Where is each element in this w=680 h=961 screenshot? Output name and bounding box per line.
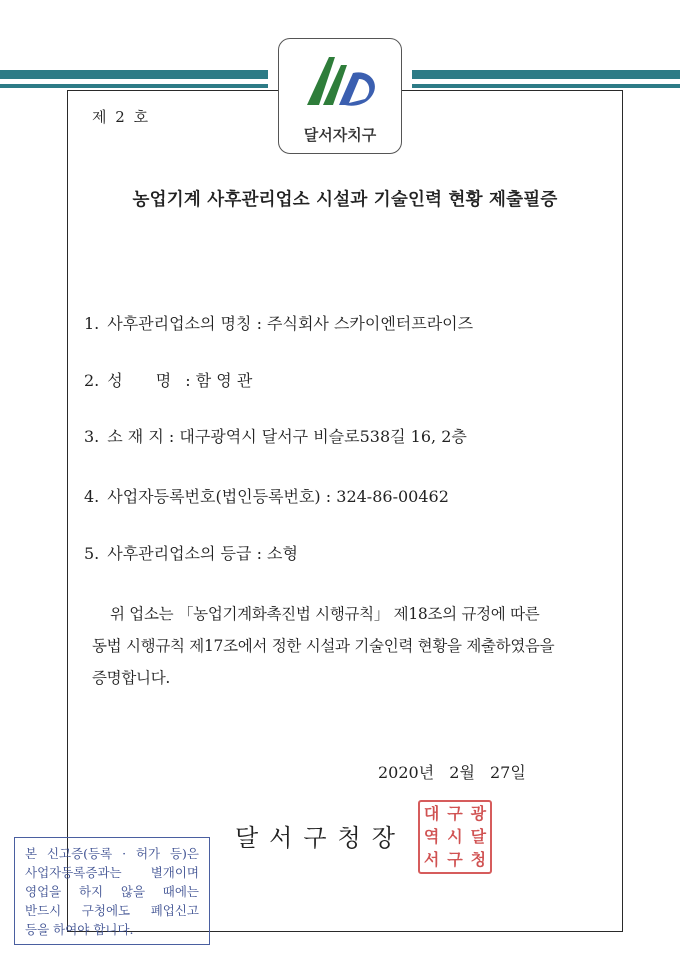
document-frame (67, 90, 623, 932)
body-line: 위 업소는 「농업기계화촉진법 시행규칙」 제18조의 규정에 따른 (110, 605, 540, 623)
item-separator: : (185, 371, 191, 390)
notice-stamp (14, 837, 210, 945)
district-emblem (278, 38, 402, 154)
item-separator: : (256, 314, 262, 333)
item-grade (84, 541, 298, 564)
seal-char: 서 (423, 850, 440, 870)
item-separator: : (325, 487, 332, 506)
district-logo-icon (301, 47, 381, 115)
seal-char: 광 (470, 803, 487, 823)
seal-char: 시 (447, 826, 463, 846)
item-number: 4. (84, 487, 100, 506)
header-stripe-right-thin (412, 84, 680, 88)
seal-char: 달 (470, 826, 487, 846)
item-label: 성 명 (107, 371, 186, 390)
issue-date: 2020년 2월 27일 (378, 763, 526, 782)
item-business-name (84, 311, 473, 334)
form-number: 제 2 호 (92, 108, 151, 126)
notice-line: 본 신고증(등록 · 허가 등)은 (25, 846, 199, 861)
seal-char: 역 (423, 826, 440, 846)
certification-text (92, 598, 612, 694)
item-label: 사후관리업소의 명칭 (107, 314, 252, 333)
notice-line: 사업자등록증과는 별개이며 (25, 865, 199, 880)
issuer-name: 달서구청장 (235, 824, 406, 852)
item-registration-number (84, 484, 449, 507)
item-label: 사후관리업소의 등급 (107, 544, 252, 563)
item-label: 사업자등록번호(법인등록번호) (107, 487, 321, 506)
item-value: 주식회사 스카이엔터프라이즈 (267, 314, 474, 333)
official-seal (418, 800, 492, 874)
item-separator: : (256, 544, 262, 563)
item-number: 5. (84, 544, 100, 563)
notice-line: 반드시 구청에도 폐업신고 (25, 903, 199, 918)
body-line: 증명합니다. (92, 669, 170, 687)
notice-line: 영업을 하지 않을 때에는 (25, 884, 199, 899)
document-title: 농업기계 사후관리업소 시설과 기술인력 현황 제출필증 (132, 190, 558, 210)
header-stripe-left-thin (0, 84, 268, 88)
item-value: 대구광역시 달서구 비슬로538길 16, 2층 (179, 427, 467, 446)
item-address (84, 424, 467, 447)
item-number: 2. (84, 371, 100, 390)
item-value: 소형 (267, 544, 298, 563)
item-value: 324-86-00462 (336, 487, 449, 506)
body-line: 동법 시행규칙 제17조에서 정한 시설과 기술인력 현황을 제출하였음을 (92, 637, 555, 655)
seal-char: 구 (447, 850, 463, 870)
item-number: 3. (84, 427, 100, 446)
seal-char: 대 (423, 803, 440, 823)
header-stripe-left (0, 70, 268, 79)
item-representative (84, 368, 252, 391)
item-separator: : (168, 427, 175, 446)
seal-char: 청 (470, 850, 487, 870)
header-stripe-right (412, 70, 680, 79)
item-value: 함 영 관 (195, 371, 253, 390)
seal-char: 구 (447, 803, 463, 823)
item-number: 1. (84, 314, 100, 333)
item-label: 소 재 지 (107, 427, 164, 446)
notice-line: 등을 하여야 합니다. (25, 922, 134, 937)
emblem-label: 달서자치구 (303, 126, 377, 144)
